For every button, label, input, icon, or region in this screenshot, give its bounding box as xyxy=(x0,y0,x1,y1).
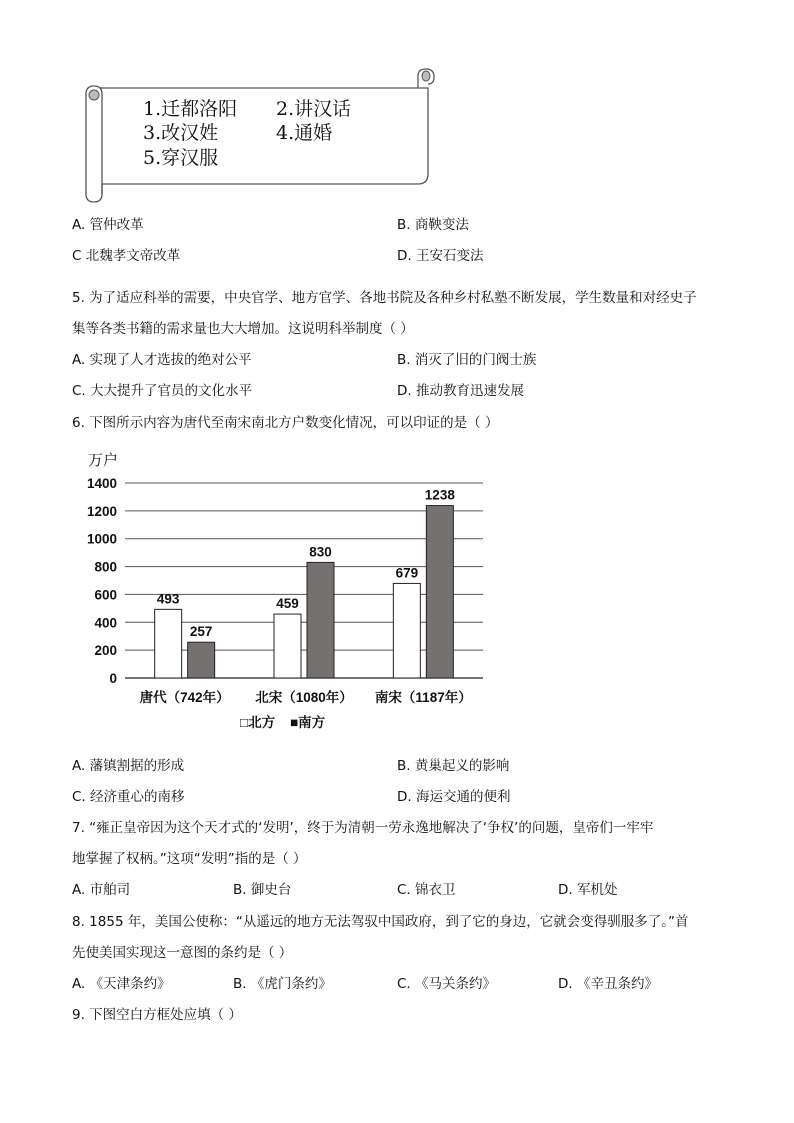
q6-option-c[interactable]: C. 经济重心的南移 xyxy=(72,789,185,805)
scroll-item-5: 5.穿汉服 xyxy=(143,147,219,169)
q5-option-c[interactable]: C. 大大提升了官员的文化水平 xyxy=(72,383,253,399)
q9-stem: 9. 下图空白方框处应填（ ） xyxy=(72,1007,242,1023)
q7-stem-line2: 地掌握了权柄。”这项“发明”指的是（ ） xyxy=(72,851,307,867)
q4-option-a[interactable]: A. 管仲改革 xyxy=(72,217,144,233)
bar-north xyxy=(393,583,420,678)
data-label: 257 xyxy=(189,624,213,640)
x-tick-label: 北宋（1080年） xyxy=(255,690,353,705)
scroll-frame xyxy=(78,66,442,206)
y-axis-label: 万户 xyxy=(88,451,119,469)
bar-north xyxy=(155,609,182,678)
q7-stem-line1: 7. “雍正皇帝因为这个天才式的‘发明’，终于为清朝一劳永逸地解决了‘争权’的问题，皇帝们一牢牢 xyxy=(72,820,654,836)
legend-south: ■南方 xyxy=(290,715,326,730)
q6-option-a[interactable]: A. 藩镇割据的形成 xyxy=(72,758,185,774)
legend-north: □北方 xyxy=(240,715,276,730)
q5-stem-line2: 集等各类书籍的需求量也大大增加。这说明科举制度（ ） xyxy=(72,321,414,337)
q4-option-d[interactable]: D. 王安石变法 xyxy=(397,248,484,264)
q7-option-d[interactable]: D. 军机处 xyxy=(558,882,618,898)
scroll-item-1: 1.迁都洛阳 xyxy=(143,98,238,120)
scroll-item-3: 3.改汉姓 xyxy=(143,122,219,144)
q8-option-a[interactable]: A. 《天津条约》 xyxy=(72,976,171,992)
q4-option-b[interactable]: B. 商鞅变法 xyxy=(397,217,469,233)
data-label: 679 xyxy=(395,565,419,581)
q8-stem-line2: 先使美国实现这一意图的条约是（ ） xyxy=(72,945,293,961)
q6-option-d[interactable]: D. 海运交通的便利 xyxy=(397,789,511,805)
y-tick-label: 600 xyxy=(94,587,117,603)
y-tick-label: 0 xyxy=(109,671,117,686)
q4-option-c[interactable]: C 北魏孝文帝改革 xyxy=(72,248,181,264)
q6-stem: 6. 下图所示内容为唐代至南宋南北方户数变化情况，可以印证的是（ ） xyxy=(72,415,499,431)
bar-north xyxy=(274,614,301,678)
q7-option-a[interactable]: A. 市舶司 xyxy=(72,882,131,898)
q5-option-b[interactable]: B. 消灭了旧的门阀士族 xyxy=(397,352,537,368)
q7-option-b[interactable]: B. 御史台 xyxy=(233,882,292,898)
q8-option-d[interactable]: D. 《辛丑条约》 xyxy=(558,976,658,992)
bar-south xyxy=(188,642,215,678)
y-tick-label: 200 xyxy=(94,643,117,659)
q5-option-d[interactable]: D. 推动教育迅速发展 xyxy=(397,383,524,399)
y-tick-label: 1400 xyxy=(86,476,117,491)
bar-south xyxy=(307,562,334,678)
q8-option-b[interactable]: B. 《虎门条约》 xyxy=(233,976,332,992)
data-label: 459 xyxy=(276,596,299,612)
q7-option-c[interactable]: C. 锦衣卫 xyxy=(397,882,456,898)
data-label: 493 xyxy=(156,591,180,607)
bar-south xyxy=(426,506,453,678)
x-tick-label: 南宋（1187年） xyxy=(374,690,472,705)
y-tick-label: 1200 xyxy=(86,503,117,519)
q5-stem-line1: 5. 为了适应科举的需要，中央官学、地方官学、各地书院及各种乡村私塾不断发展，学生数量和对经史子 xyxy=(72,290,697,306)
q8-stem-line1: 8. 1855 年，美国公使称：“从遥远的地方无法驾驭中国政府，到了它的身边，它就会变得驯服多了。”首 xyxy=(72,914,689,930)
y-tick-label: 1000 xyxy=(86,531,117,547)
x-tick-label: 唐代（742年） xyxy=(139,690,230,705)
data-label: 830 xyxy=(309,544,332,560)
q8-option-c[interactable]: C. 《马关条约》 xyxy=(397,976,497,992)
y-tick-label: 400 xyxy=(94,615,117,631)
q6-option-b[interactable]: B. 黄巢起义的影响 xyxy=(397,758,510,774)
scroll-item-4: 4.通婚 xyxy=(276,122,333,144)
data-label: 1238 xyxy=(424,487,455,503)
household-bar-chart xyxy=(80,445,500,740)
scroll-item-2: 2.讲汉话 xyxy=(276,98,352,120)
q5-option-a[interactable]: A. 实现了人才选拔的绝对公平 xyxy=(72,352,252,368)
y-tick-label: 800 xyxy=(94,559,117,575)
